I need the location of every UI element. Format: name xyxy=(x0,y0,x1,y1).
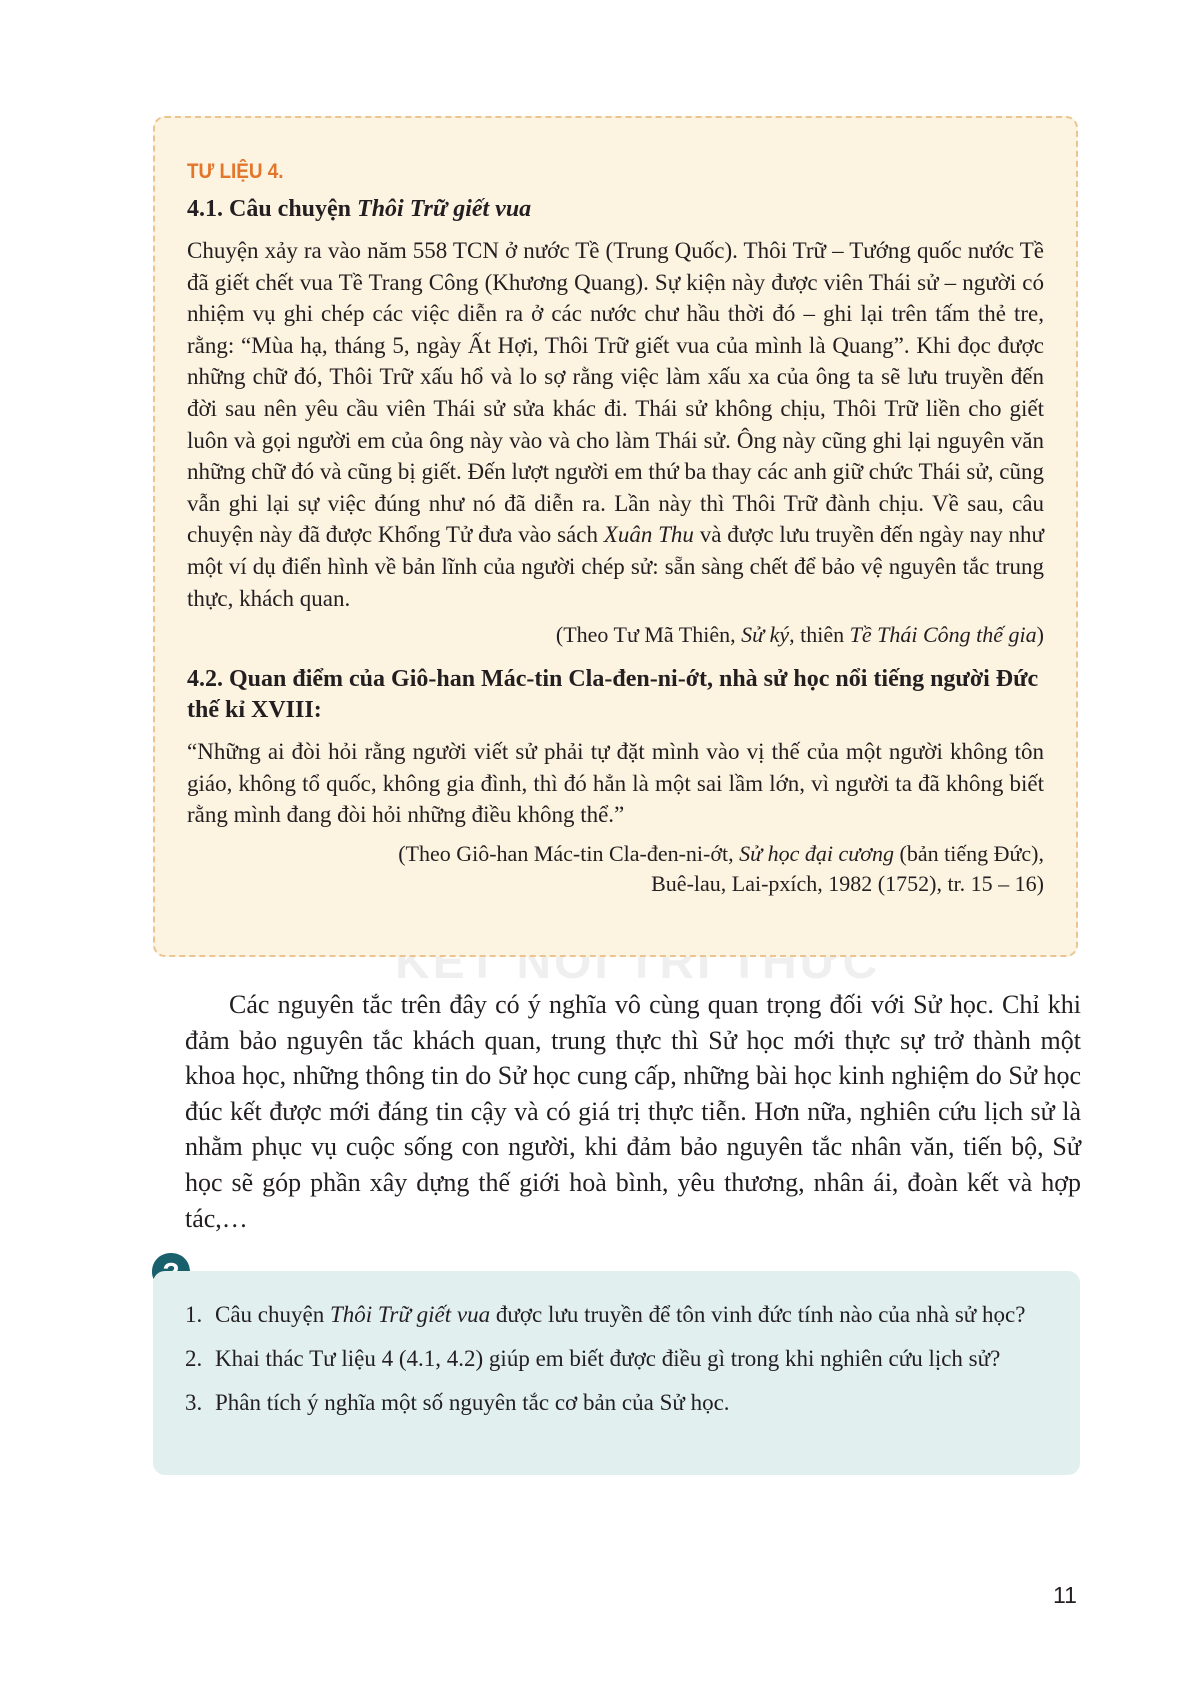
section-4-2-quote: “Những ai đòi hỏi rằng người viết sử phải tự đặt mình vào vị thế của một người không tôn giáo, không tổ quốc, không gia đình, thì đó hẳn là một sai lầm lớn, vì người ta đã không biết rằng mình đang đòi hỏi những điều không thể.” xyxy=(187,739,1044,828)
section-4-1-paragraph: Chuyện xảy ra vào năm 558 TCN ở nước Tề (Trung Quốc). Thôi Trữ – Tướng quốc nước Tề đã giết chết vua Tề Trang Công (Khương Quang). Sự kiện này được viên Thái sử – người có nhiệm vụ ghi chép các việc diễn ra ở các nước chư hầu thời đó – ghi lại trên tấm thẻ tre, rằng: “Mùa hạ, tháng 5, ngày Ất Hợi, Thôi Trữ giết vua của mình là Quang”. Khi đọc được những chữ đó, Thôi Trữ xấu hổ và lo sợ rằng việc làm xấu xa của ông ta sẽ lưu truyền đến đời sau nên yêu cầu viên Thái sử sửa khác đi. Thái sử không chịu, Thôi Trữ liền cho giết luôn và gọi người em của ông này vào và cho làm Thái sử. Ông này cũng ghi lại nguyên văn những chữ đó và cũng bị giết. Đến lượt người em thứ ba thay các anh giữ chức Thái sử, cũng vẫn ghi lại sự việc đúng như nó đã diễn ra. Lần này thì Thôi Trữ đành chịu. Về sau, câu chuyện này đã được Khổng Tử đưa vào sách Xuân Thu và được lưu truyền đến ngày nay như một ví dụ điển hình về bản lĩnh của người chép sử: sẵn sàng chết để bảo vệ nguyên tắc trung thực, khách quan. xyxy=(187,238,1044,611)
question-item-1 xyxy=(185,1299,1050,1331)
main-paragraph: Các nguyên tắc trên đây có ý nghĩa vô cùng quan trọng đối với Sử học. Chỉ khi đảm bảo nguyên tắc khách quan, trung thực thì Sử học mới thực sự trở thành một khoa học, những thông tin do Sử học cung cấp, những bài học kinh nghiệm do Sử học đúc kết được mới đáng tin cậy và có giá trị thực tiễn. Hơn nữa, nghiên cứu lịch sử là nhằm phục vụ cuộc sống con người, khi đảm bảo nguyên tắc nhân văn, tiến bộ, Sử học sẽ góp phần xây dựng thế giới hoà bình, yêu thương, nhân ái, đoàn kết và hợp tác,… xyxy=(185,990,1081,1233)
watermark-text: KẾT NỐI TRI THỨC xyxy=(395,936,881,989)
question-number: 1. xyxy=(185,1302,203,1327)
question-item-3 xyxy=(185,1387,1050,1419)
section-4-2-citation: (Theo Giô-han Mác-tin Cla-đen-ni-ớt, Sử học đại cương (bản tiếng Đức), Buê-lau, Lai-pxích, 1982 (1752), tr. 15 – 16) xyxy=(398,840,1044,896)
question-text: Phân tích ý nghĩa một số nguyên tắc cơ bản của Sử học. xyxy=(215,1390,730,1415)
section-4-1-citation: (Theo Tư Mã Thiên, Sử ký, thiên Tề Thái Công thế gia) xyxy=(555,622,1044,648)
page-number: 11 xyxy=(1053,1582,1077,1608)
section-4-2-title: 4.2. Quan điểm của Giô-han Mác-tin Cla-đen-ni-ớt, nhà sử học nổi tiếng người Đức thế kỉ XVIII: xyxy=(187,666,1039,724)
question-text: Câu chuyện Thôi Trữ giết vua được lưu truyền để tôn vinh đức tính nào của nhà sử học? xyxy=(215,1302,1026,1327)
section-4-1-title: 4.1. Câu chuyện Thôi Trữ giết vua xyxy=(187,196,532,222)
question-item-2 xyxy=(185,1343,1050,1375)
question-number: 3. xyxy=(185,1390,203,1415)
source-document-box xyxy=(153,116,1078,957)
question-text: Khai thác Tư liệu 4 (4.1, 4.2) giúp em biết được điều gì trong khi nghiên cứu lịch sử? xyxy=(215,1346,1001,1371)
question-number: 2. xyxy=(185,1346,203,1371)
questions-box xyxy=(153,1271,1080,1475)
source-heading: TƯ LIỆU 4. xyxy=(187,160,284,183)
